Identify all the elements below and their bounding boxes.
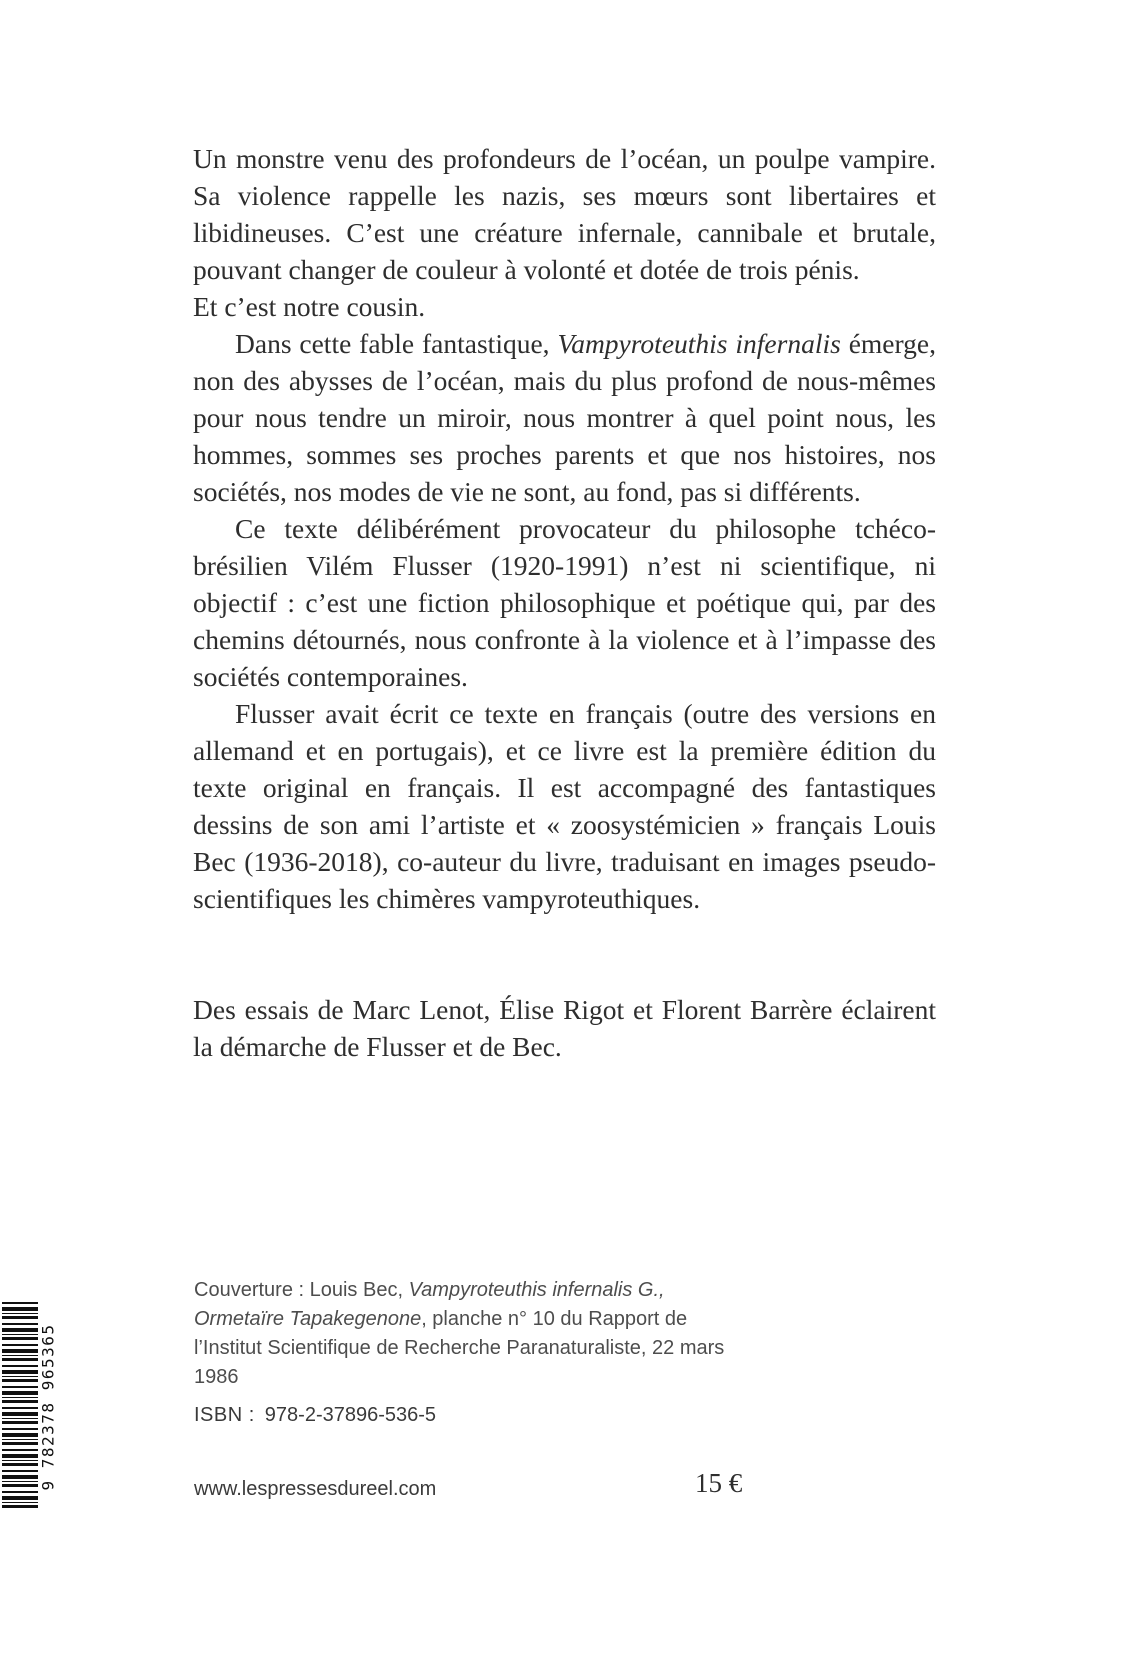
cover-credit (194, 1276, 754, 1392)
cover-credit-title-italic: Vampyroteuthis infernalis G., Ormetaïre Tapakegenone (194, 1279, 665, 1330)
isbn-line (194, 1404, 436, 1427)
isbn-label: ISBN : (194, 1404, 255, 1426)
paragraph-flusser-bio: Ce texte délibérément provocateur du philosophe tchéco-brésilien Vilém Flusser (1920-1991) n’est ni scientifique, ni objectif : c’est une fiction philosophique et poétique qui, par des chemins détournés, nous confronte à la violence et à l’impasse des sociétés contemporaines. (193, 513, 936, 692)
paragraph-fable-pre: Dans cette fable fantastique, (235, 328, 558, 359)
cover-credit-pre: Couverture : Louis Bec, (194, 1279, 409, 1301)
paragraph-edition: Flusser avait écrit ce texte en français (outre des versions en allemand et en portugais), et ce livre est la première édition du texte original en français. Il est accompagné des fantastiques dessins de son ami l’artiste et « zoosystémicien » français Louis Bec (1936-2018), co-auteur du livre, traduisant en images pseudo-scientifiques les chimères vampyroteuthiques. (193, 698, 936, 914)
barcode (0, 1300, 62, 1514)
price: 15 € (695, 1468, 743, 1498)
cover-credit-post: , planche n° 10 du Rapport de l’Institut Scientifique de Recherche Paranaturaliste, 22 mars 1986 (194, 1308, 725, 1388)
paragraph-cousin: Et c’est notre cousin. (193, 291, 426, 322)
publisher-website: www.lespressesdureel.com (194, 1478, 437, 1500)
blurb-text (193, 140, 936, 1065)
paragraph-fable (193, 325, 936, 510)
paragraph-monstre: Un monstre venu des profondeurs de l’océan, un poulpe vampire. Sa violence rappelle les nazis, ses mœurs sont libertaires et libidineuses. C’est une créature infernale, cannibale et brutale, pouvant changer de couleur à volonté et dotée de trois pénis. (193, 143, 936, 285)
barcode-bars (2, 1302, 38, 1512)
barcode-number: 9 782378 965365 (38, 1323, 58, 1491)
paragraph-fable-post: émerge, non des abysses de l’océan, mais du plus profond de nous-mêmes pour nous tendre un miroir, nous montrer à quel point nous, les hommes, sommes ses proches parents et que nos histoires, nos sociétés, nos modes de vie ne sont, au fond, pas si différents. (193, 328, 937, 507)
isbn-value: 978-2-37896-536-5 (264, 1404, 437, 1426)
book-title-italic: Vampyroteuthis infernalis (557, 328, 841, 359)
paragraph-essays: Des essais de Marc Lenot, Élise Rigot et Florent Barrère éclairent la démarche de Flusser et de Bec. (193, 994, 936, 1062)
